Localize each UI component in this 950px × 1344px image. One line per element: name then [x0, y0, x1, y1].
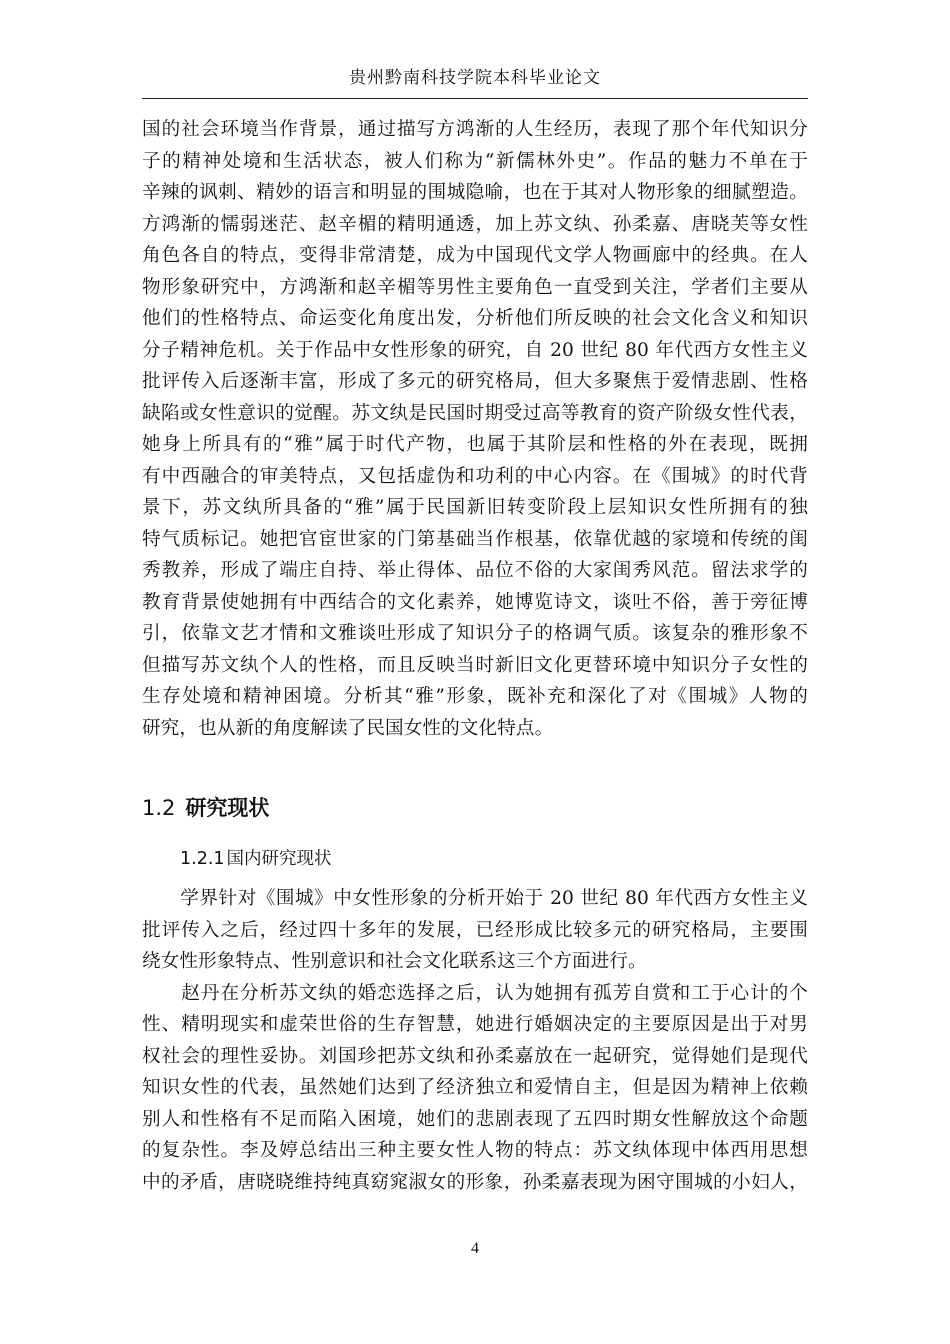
- text-line: 研究，也从新的角度解读了民国女性的文化特点。: [142, 717, 554, 739]
- text-line: 批评传入之后，经过四十多年的发展，已经形成比较多元的研究格局，主要围: [142, 919, 808, 941]
- text-line: 方鸿渐的懦弱迷茫、赵辛楣的精明通透，加上苏文纨、孙柔嘉、唐晓芙等女性: [142, 213, 808, 235]
- text-line: 的复杂性。李及婷总结出三种主要女性人物的特点：苏文纨体现中体西用思想: [142, 1140, 808, 1161]
- section-title: 研究现状: [185, 796, 270, 820]
- subsection-title: 国内研究现状: [226, 849, 332, 869]
- text-line: 赵丹在分析苏文纨的婚恋选择之后，认为她拥有孤芳自赏和工于心计的个: [142, 982, 808, 1004]
- intro-paragraph: [142, 114, 808, 744]
- text-line: 他们的性格特点、命运变化角度出发，分析他们所反映的社会文化含义和知识: [142, 308, 808, 329]
- subsection-heading: [180, 845, 332, 873]
- text-line: 性、精明现实和虚荣世俗的生存智慧，她进行婚姻决定的主要原因是出于对男: [142, 1014, 808, 1035]
- section-number: 1.2: [142, 796, 176, 820]
- text-line: 中的矛盾，唐晓晓维持纯真窈窕淑女的形象，孙柔嘉表现为困守围城的小妇人，: [142, 1171, 808, 1193]
- text-line: 分子精神危机。关于作品中女性形象的研究，自 20 世纪 80 年代西方女性主义: [142, 339, 808, 361]
- paragraph: [142, 978, 808, 1199]
- text-line: 绕女性形象特点、性别意识和社会文化联系这三个方面进行。: [142, 951, 647, 972]
- text-line: 秀教养，形成了端庄自持、举止得体、品位不俗的大家闺秀风范。留法求学的: [142, 560, 808, 581]
- text-line: 辛辣的讽刺、精妙的语言和明显的围城隐喻，也在于其对人物形象的细腻塑造。: [142, 182, 808, 203]
- text-line: 知识女性的代表，虽然她们达到了经济独立和爱情自主，但是因为精神上依赖: [142, 1077, 808, 1098]
- running-header: 贵州黔南科技学院本科毕业论文: [349, 68, 601, 88]
- header-rule: [142, 98, 808, 99]
- paragraph: [142, 883, 808, 978]
- text-line: 物形象研究中，方鸿渐和赵辛楣等男性主要角色一直受到关注，学者们主要从: [142, 276, 808, 298]
- subsection-number: 1.2.1: [180, 849, 225, 869]
- text-line: 别人和性格有不足而陷入困境，她们的悲剧表现了五四时期女性解放这个命题: [142, 1108, 808, 1130]
- text-line: 子的精神处境和生活状态，被人们称为“新儒林外史”。作品的魅力不单在于: [142, 150, 808, 172]
- text-line: 但描写苏文纨个人的性格，而且反映当时新旧文化更替环境中知识分子女性的: [142, 654, 808, 676]
- domestic-research-body: [142, 883, 808, 1198]
- text-line: 景下，苏文纨所具备的“雅”属于民国新旧转变阶段上层知识女性所拥有的独: [142, 497, 808, 518]
- text-line: 学界针对《围城》中女性形象的分析开始于 20 世纪 80 年代西方女性主义: [142, 888, 808, 909]
- section-heading: [142, 793, 269, 823]
- text-line: 角色各自的特点，变得非常清楚，成为中国现代文学人物画廊中的经典。在人: [142, 245, 808, 266]
- text-line: 她身上所具有的“雅”属于时代产物，也属于其阶层和性格的外在表现，既拥: [142, 434, 808, 455]
- text-line: 生存处境和精神困境。分析其“雅”形象，既补充和深化了对《围城》人物的: [142, 686, 808, 707]
- text-line: 教育背景使她拥有中西结合的文化素养，她博览诗文，谈吐不俗，善于旁征博: [142, 591, 808, 613]
- text-line: 有中西融合的审美特点，又包括虚伪和功利的中心内容。在《围城》的时代背: [142, 465, 808, 487]
- text-line: 批评传入后逐渐丰富，形成了多元的研究格局，但大多聚焦于爱情悲剧、性格: [142, 371, 808, 392]
- page-number: 4: [471, 1240, 479, 1257]
- text-line: 特气质标记。她把官宦世家的门第基础当作根基，依靠优越的家境和传统的闺: [142, 528, 808, 550]
- text-line: 引，依靠文艺才情和文雅谈吐形成了知识分子的格调气质。该复杂的雅形象不: [142, 623, 808, 644]
- text-line: 缺陷或女性意识的觉醒。苏文纨是民国时期受过高等教育的资产阶级女性代表，: [142, 402, 808, 424]
- text-line: 权社会的理性妥协。刘国珍把苏文纨和孙柔嘉放在一起研究，觉得她们是现代: [142, 1045, 808, 1067]
- text-line: 国的社会环境当作背景，通过描写方鸿渐的人生经历，表现了那个年代知识分: [142, 119, 808, 140]
